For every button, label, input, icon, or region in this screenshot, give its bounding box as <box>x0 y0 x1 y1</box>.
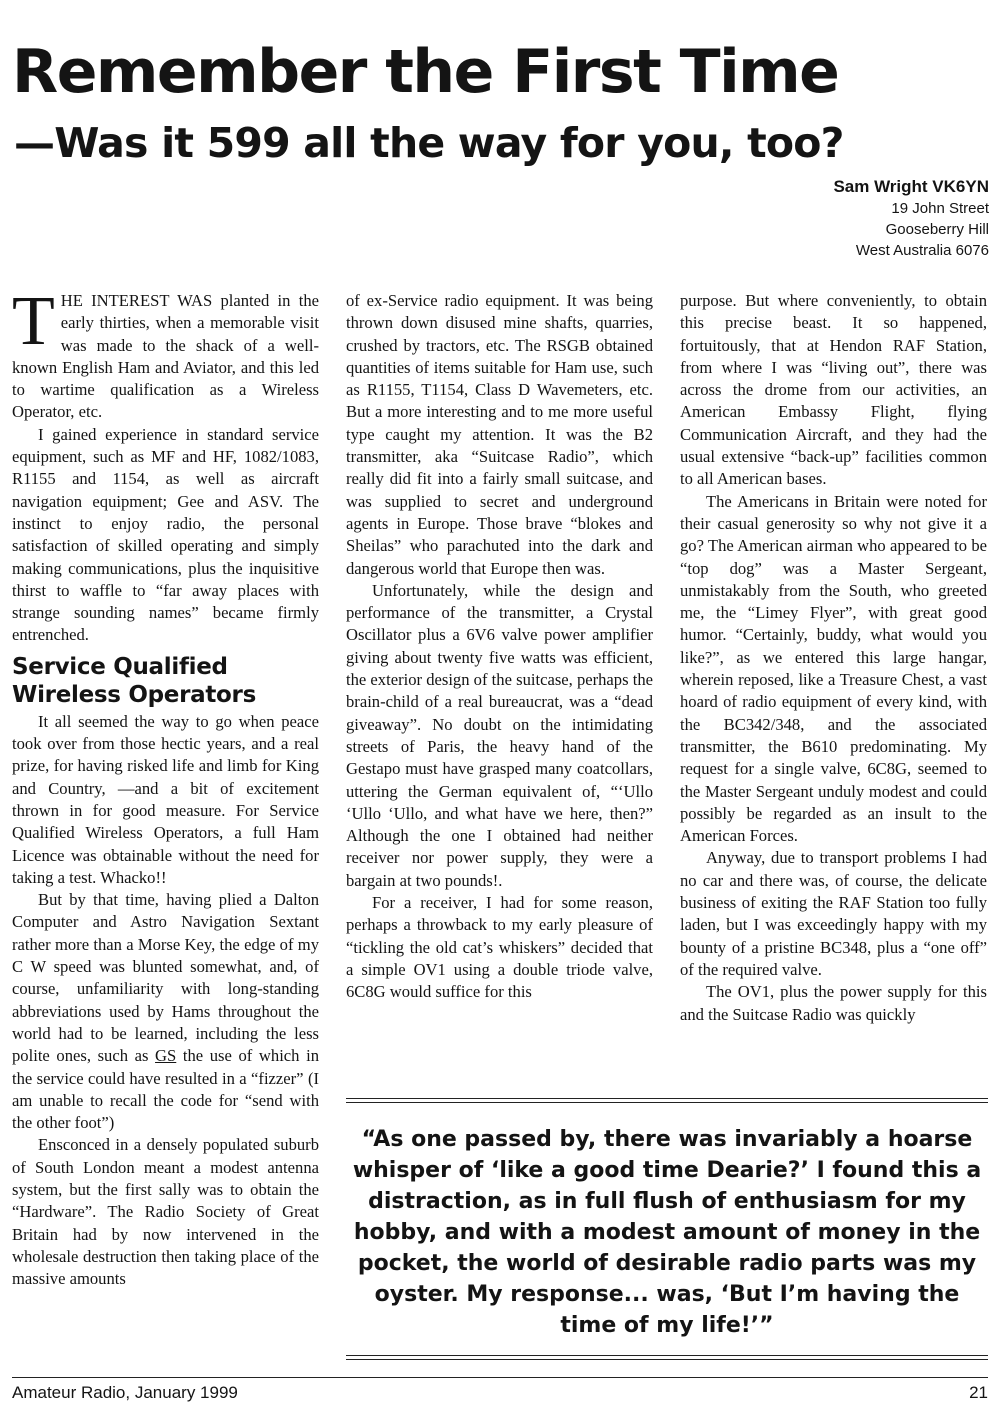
footer-rule <box>12 1377 988 1378</box>
paragraph <box>12 283 319 424</box>
address-line: West Australia 6076 <box>855 242 989 259</box>
section-heading: Service Qualified Wireless Operators <box>12 653 256 708</box>
column-3 <box>680 290 987 1026</box>
paragraph: The OV1, plus the power supply for this and the Suitcase Radio was quickly <box>680 982 987 1024</box>
gs-abbreviation: GS <box>155 1046 177 1066</box>
author-name: Sam Wright VK6YN <box>833 177 989 196</box>
magazine-issue: Amateur Radio, January 1999 <box>12 1383 238 1402</box>
pull-quote-rule-top <box>346 1102 988 1103</box>
paragraph: Ensconced in a densely populated suburb of South London meant a modest antenna system, but the first sally was to obtain the “Hardware”. The Radio Society of Great Britain had by now intervened in the wholesale destruction then taking place of the massive amounts <box>12 1135 319 1289</box>
byline <box>833 176 989 261</box>
pull-quote-rule-bottom <box>346 1359 988 1360</box>
paragraph-text: But by that time, having plied a Dalton Computer and Astro Navigation Sextant rather more than a Morse Key, the edge of my C W speed was blunted somewhat, and, of course, unfamiliarity with long-standing abbreviations used by Hams throughout the world had to be learned, including the less polite ones, such as <box>12 890 319 1066</box>
pull-quote-rule-bottom <box>346 1355 988 1356</box>
paragraph <box>12 889 319 1134</box>
paragraph: It all seemed the way to go when peace took over from those hectic years, and a real prize, for having risked life and limb for King and Country, —and a bit of excitement thrown in for good measure. For Service Qualified Wireless Operators, a full Ham Licence was obtainable without the need for taking a test. Whacko!! <box>12 711 319 887</box>
paragraph: purpose. But where conveniently, to obtain this precise beast. It so happened, fortuitously, that at Hendon RAF Station, from where I was “living out”, there was across the drome from our activities, an American Embassy Flight, flying Communication Aircraft, and they had the usual extensive “back-up” facilities common to all American bases. <box>680 291 987 489</box>
pull-quote-rule-top <box>346 1098 988 1099</box>
page-number: 21 <box>969 1383 988 1402</box>
drop-cap: T <box>12 283 55 360</box>
paragraph-text: the use of which in the service could have resulted in a “fizzer” (I am unable to recall the code for “send with the other foot”) <box>12 1046 319 1133</box>
article-subtitle: —Was it 599 all the way for you, too? <box>14 119 844 167</box>
pull-quote-text: “As one passed by, there was invariably a hoarse whisper of ‘like a good time Dearie?’ I found this a distraction, as in full flush of enthusiasm for my hobby, and with a modest amount of money in the pocket, the world of desirable radio parts was my oyster. My response... was, ‘But I’m having the time of my life!’” <box>352 1127 982 1338</box>
paragraph: I gained experience in standard service equipment, such as MF and HF, 1082/1083, R1155 and 1154, as well as aircraft navigation equipment; Gee and ASV. The instinct to enjoy radio, the personal satisfaction of skilled operating and simply making communications, plus the inquisitive thirst to waffle to “far away places with strange sounding names” became firmly entrenched. <box>12 424 319 645</box>
paragraph: Unfortunately, while the design and performance of the transmitter, a Crystal Oscillator plus a 6V6 valve power amplifier giving about twenty five watts was efficient, the exterior design of the suitcase, perhaps the brain-child of a real bureaucrat, was a “dead giveaway”. No doubt on the intimidating streets of Paris, the heavy hand of the Gestapo must have grasped many coatcollars, uttering the German equivalent of, “‘Ullo ‘Ullo ‘Ullo, and what have we here, then?” Although the one I obtained had neither receiver nor power supply, they were a bargain at two pounds!. <box>346 580 653 890</box>
column-2 <box>346 290 653 1004</box>
paragraph: For a receiver, I had for some reason, perhaps a throwback to my early pleasure of “tickling the old cat’s whiskers” decided that a simple OV1 using a double triode valve, 6C8G would suffice for this <box>346 893 653 1002</box>
paragraph: of ex-Service radio equipment. It was being thrown down disused mine shafts, quarries, crushed by tractors, etc. The RSGB obtained quantities of items suitable for Ham use, such as R1155, T1154, Class D Wavemeters, etc. But a more interesting and to me more useful type caught my attention. It was the B2 transmitter, aka “Suitcase Radio”, which really did fit into a fairly small suitcase, and was supplied to secret and underground agents in Europe. Those brave “blokes and Sheilas” who parachuted into the dark and dangerous world that Europe then was. <box>346 291 653 578</box>
address-line: 19 John Street <box>891 200 989 217</box>
address-line: Gooseberry Hill <box>885 221 989 238</box>
paragraph: Anyway, due to transport problems I had no car and there was, of course, the delicate business of exiting the RAF Station too fully laden, but I was exceedingly happy with my bounty of a pristine BC348, plus a “one off” of the required valve. <box>680 848 987 979</box>
paragraph-text: HE INTEREST WAS planted in the early thirties, when a memorable visit was made to the shack of a well-known English Ham and Aviator, and this led to wartime qualification as a Wireless Operator, etc. <box>12 291 319 422</box>
pull-quote <box>346 1098 988 1360</box>
article-title: Remember the First Time <box>12 37 839 107</box>
column-1 <box>12 283 319 1290</box>
paragraph: The Americans in Britain were noted for their casual generosity so why not give it a go? The American airman who appeared to be “top dog” was a Master Sergeant, unmistakably from the South, who greeted me, the “Limey Flyer”, with great good humor. “Certainly, buddy, what would you like?”, as we entered this large hangar, wherein reposed, like a Treasure Chest, a vast hoard of radio equipment of every kind, with the BC342/348, and the associated transmitter, the B610 predominating. My request for a single valve, 6C8G, seemed to the Master Sergeant unduly modest and could possibly be regarded as an insult to the American Forces. <box>680 491 987 846</box>
